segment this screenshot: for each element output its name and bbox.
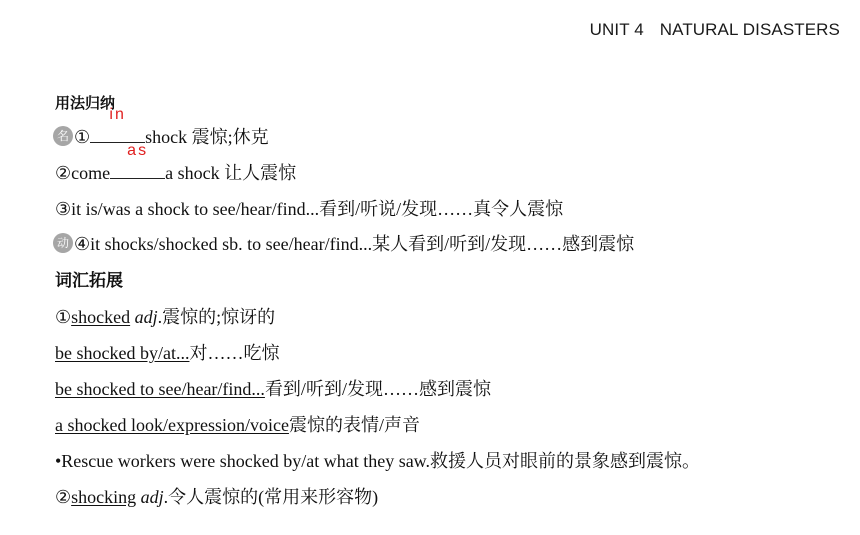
item-number: ① bbox=[55, 307, 72, 327]
example-sentence: •Rescue workers were shocked by/at what they saw.救援人员对眼前的景象感到震惊。 bbox=[55, 451, 701, 471]
fill-blank-2 bbox=[110, 142, 165, 179]
phrase-en: be shocked by/at... bbox=[55, 343, 190, 363]
usage-title: 用法归纳 bbox=[55, 94, 116, 112]
word-shocking: shocking bbox=[71, 487, 137, 507]
unit-label: UNIT 4 bbox=[589, 20, 644, 39]
phrase-3 bbox=[55, 414, 420, 436]
meaning: .令人震惊的(常用来形容物) bbox=[163, 487, 379, 507]
item-text: a shock 让人震惊 bbox=[165, 163, 297, 183]
page-header bbox=[590, 20, 840, 40]
vocab-shocked bbox=[55, 306, 275, 328]
phrase-en: be shocked to see/hear/find... bbox=[55, 379, 265, 399]
phrase-cn: 看到/听到/发现……感到震惊 bbox=[264, 379, 491, 399]
pos-label: adj bbox=[140, 487, 164, 507]
vocab-title: 词汇拓展 bbox=[55, 271, 123, 291]
phrase-1 bbox=[55, 342, 279, 364]
unit-title: NATURAL DISASTERS bbox=[659, 20, 840, 39]
item-prefix: come bbox=[71, 163, 111, 183]
item-number: ② bbox=[55, 487, 72, 507]
verb-badge-icon: 动 bbox=[53, 233, 73, 253]
item-number: ② bbox=[55, 163, 72, 183]
vocab-shocking bbox=[55, 486, 378, 508]
meaning: .震惊的;惊讶的 bbox=[157, 307, 276, 327]
item-number: ① bbox=[74, 127, 91, 147]
phrase-cn: 对……吃惊 bbox=[189, 343, 280, 363]
pos-label: adj bbox=[134, 307, 158, 327]
usage-item-4: ④it shocks/shocked sb. to see/hear/find...某人看到/听到/发现……感到震惊 bbox=[74, 234, 635, 254]
answer-1: in bbox=[109, 106, 126, 123]
usage-item-3: ③it is/was a shock to see/hear/find...看到/听说/发现……真令人震惊 bbox=[55, 199, 564, 219]
phrase-cn: 震惊的表情/声音 bbox=[288, 415, 420, 435]
answer-2: as bbox=[127, 142, 149, 159]
usage-item-1 bbox=[74, 106, 269, 148]
usage-item-2 bbox=[55, 142, 297, 184]
phrase-2 bbox=[55, 378, 491, 400]
phrase-en: a shocked look/expression/voice bbox=[55, 415, 289, 435]
item-text: shock 震惊;休克 bbox=[145, 127, 269, 147]
noun-badge-icon: 名 bbox=[53, 126, 73, 146]
word-shocked: shocked bbox=[71, 307, 131, 327]
